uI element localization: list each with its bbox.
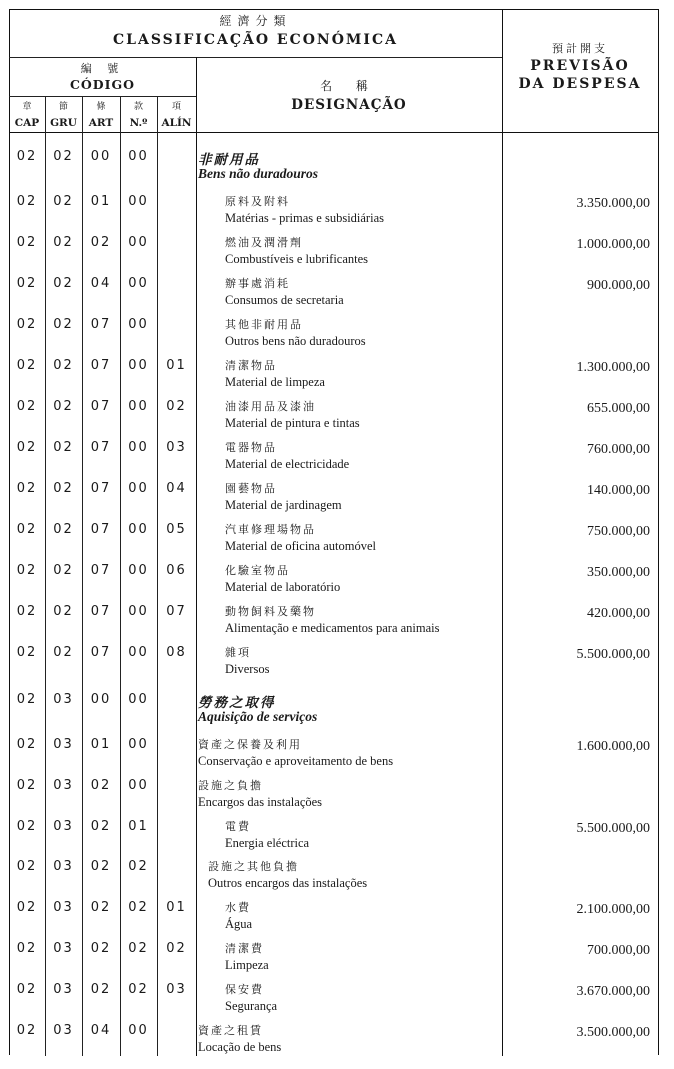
designation-pt: Material de jardinagem	[225, 498, 342, 512]
code-gru-cell: 03	[53, 692, 74, 707]
code-cap-cell: 02	[16, 317, 38, 332]
amount-cell: 420.000,00	[587, 606, 650, 621]
code-cap-cell: 02	[16, 737, 38, 752]
col-art-pt: ART	[88, 117, 114, 129]
code-no-cell: 00	[128, 1023, 149, 1038]
code-art-cell: 02	[90, 778, 112, 793]
code-art-cell: 07	[90, 440, 112, 455]
code-cap-cell: 02	[16, 941, 38, 956]
col-no-pt: N.º	[129, 117, 148, 129]
code-gru-cell: 02	[53, 149, 74, 164]
code-art-cell: 07	[90, 481, 112, 496]
code-alin-cell: 02	[166, 941, 187, 956]
designation-title-pt: DESIGNAÇÃO	[291, 97, 407, 113]
code-cap-cell: 02	[16, 194, 38, 209]
code-no-cell: 00	[128, 149, 149, 164]
frame-top-line	[9, 9, 659, 10]
code-gru-cell: 02	[53, 481, 74, 496]
col-cap-pt: CAP	[14, 117, 40, 129]
code-gru-cell: 02	[53, 604, 74, 619]
col-cap-zh: 章	[22, 102, 32, 112]
col-alin-pt: ALÍN	[161, 117, 192, 129]
code-alin-cell: 02	[166, 399, 187, 414]
code-no-cell: 00	[128, 778, 149, 793]
code-gru-cell: 03	[53, 982, 74, 997]
code-cap-cell: 02	[16, 358, 38, 373]
code-art-cell: 01	[90, 194, 112, 209]
amount-cell: 140.000,00	[587, 483, 650, 498]
designation-zh: 電費	[225, 820, 251, 833]
code-art-cell: 01	[90, 737, 112, 752]
code-art-cell: 07	[90, 358, 112, 373]
code-gru-cell: 03	[53, 737, 74, 752]
code-no-cell: 02	[128, 941, 149, 956]
code-no-cell: 00	[128, 440, 149, 455]
designation-zh: 資產之保養及利用	[198, 738, 302, 751]
code-art-cell: 07	[90, 604, 112, 619]
col-gru-zh: 節	[58, 102, 68, 112]
code-art-cell: 04	[90, 1023, 112, 1038]
classification-title-pt: CLASSIFICAÇÃO ECONÓMICA	[113, 32, 398, 48]
code-cap-cell: 02	[16, 235, 38, 250]
code-no-cell: 00	[128, 645, 149, 660]
designation-zh: 辦事處消耗	[225, 277, 290, 290]
code-cap-cell: 02	[16, 900, 38, 915]
code-alin-cell: 03	[166, 982, 187, 997]
code-alin-cell: 04	[166, 481, 187, 496]
code-no-cell: 00	[128, 563, 149, 578]
code-alin-cell: 07	[166, 604, 187, 619]
amount-cell: 760.000,00	[587, 442, 650, 457]
code-cap-cell: 02	[16, 149, 38, 164]
amount-cell: 900.000,00	[587, 278, 650, 293]
code-gru-cell: 03	[53, 941, 74, 956]
code-gru-cell: 02	[53, 317, 74, 332]
designation-pt: Encargos das instalações	[198, 795, 323, 809]
code-gru-cell: 02	[53, 522, 74, 537]
designation-title-zh: 名 稱	[320, 79, 378, 93]
amount-cell: 655.000,00	[587, 401, 650, 416]
code-gru-cell: 03	[53, 900, 74, 915]
code-cap-cell: 02	[16, 276, 38, 291]
code-no-cell: 00	[128, 317, 149, 332]
code-no-cell: 00	[128, 481, 149, 496]
code-cap-cell: 02	[16, 522, 38, 537]
col-gru-pt: GRU	[50, 117, 77, 129]
code-no-cell: 02	[128, 982, 149, 997]
code-alin-cell: 01	[166, 900, 187, 915]
amount-cell: 750.000,00	[587, 524, 650, 539]
col-line-designation	[196, 57, 197, 1056]
code-cap-cell: 02	[16, 859, 38, 874]
designation-zh: 汽車修理場物品	[225, 523, 316, 536]
code-cap-cell: 02	[16, 399, 38, 414]
code-gru-cell: 02	[53, 194, 74, 209]
amount-cell: 5.500.000,00	[576, 821, 650, 836]
code-cap-cell: 02	[16, 604, 38, 619]
designation-zh: 原料及附料	[225, 195, 290, 208]
forecast-title-pt-line1: PREVISÃO	[530, 58, 630, 74]
code-art-cell: 02	[90, 900, 112, 915]
col-no-zh: 款	[133, 102, 143, 112]
designation-pt: Bens não duradouros	[198, 166, 319, 181]
code-art-cell: 07	[90, 399, 112, 414]
code-cap-cell: 02	[16, 440, 38, 455]
designation-pt: Segurança	[225, 999, 278, 1013]
code-gru-cell: 03	[53, 778, 74, 793]
designation-zh: 清潔費	[225, 942, 264, 955]
forecast-title-zh: 預計開支	[552, 42, 608, 55]
amount-cell: 1.600.000,00	[576, 739, 650, 754]
code-title-pt: CÓDIGO	[69, 77, 136, 92]
code-alin-cell: 05	[166, 522, 187, 537]
header-divider-line	[9, 57, 502, 58]
code-no-cell: 00	[128, 194, 149, 209]
code-art-cell: 07	[90, 563, 112, 578]
designation-zh: 設施之其他負擔	[208, 860, 299, 873]
amount-cell: 2.100.000,00	[576, 902, 650, 917]
code-gru-cell: 03	[53, 1023, 74, 1038]
designation-pt: Aquisição de serviços	[198, 709, 318, 724]
code-no-cell: 00	[128, 235, 149, 250]
classification-title-zh: 經濟分類	[219, 14, 292, 28]
code-cap-cell: 02	[16, 778, 38, 793]
code-no-cell: 00	[128, 692, 149, 707]
code-no-cell: 00	[128, 737, 149, 752]
code-no-cell: 00	[128, 522, 149, 537]
code-gru-cell: 02	[53, 399, 74, 414]
amount-cell: 700.000,00	[587, 943, 650, 958]
code-alin-cell: 06	[166, 563, 187, 578]
code-no-cell: 00	[128, 276, 149, 291]
designation-pt: Diversos	[225, 662, 270, 676]
designation-zh: 勞務之取得	[198, 695, 276, 711]
designation-pt: Energia eléctrica	[225, 836, 310, 850]
code-no-cell: 00	[128, 399, 149, 414]
code-gru-cell: 02	[53, 276, 74, 291]
designation-zh: 燃油及潤滑劑	[225, 236, 303, 249]
code-alin-cell: 08	[166, 645, 187, 660]
designation-zh: 化驗室物品	[225, 564, 290, 577]
designation-zh: 園藝物品	[225, 482, 277, 495]
code-cap-cell: 02	[16, 819, 38, 834]
amount-cell: 3.670.000,00	[576, 984, 650, 999]
code-divider-line	[9, 96, 196, 97]
code-art-cell: 07	[90, 522, 112, 537]
code-no-cell: 02	[128, 859, 149, 874]
code-art-cell: 00	[90, 692, 112, 707]
designation-pt: Material de limpeza	[225, 375, 325, 389]
code-no-cell: 00	[128, 604, 149, 619]
designation-zh: 動物飼料及藥物	[225, 605, 316, 618]
designation-pt: Outros bens não duradouros	[225, 334, 366, 348]
designation-pt: Combustíveis e lubrificantes	[225, 252, 369, 266]
code-art-cell: 02	[90, 859, 112, 874]
code-cap-cell: 02	[16, 563, 38, 578]
designation-pt: Material de pintura e tintas	[225, 416, 360, 430]
designation-zh: 保安費	[225, 983, 264, 996]
code-cap-cell: 02	[16, 692, 38, 707]
code-cap-cell: 02	[16, 1023, 38, 1038]
designation-zh: 其他非耐用品	[225, 318, 303, 331]
code-alin-cell: 03	[166, 440, 187, 455]
code-art-cell: 02	[90, 235, 112, 250]
header-bottom-line	[9, 132, 659, 133]
amount-cell: 350.000,00	[587, 565, 650, 580]
designation-pt: Locação de bens	[198, 1040, 282, 1054]
designation-pt: Matérias - primas e subsidiárias	[225, 211, 384, 225]
designation-pt: Material de laboratório	[225, 580, 341, 594]
code-gru-cell: 02	[53, 645, 74, 660]
amount-cell: 5.500.000,00	[576, 647, 650, 662]
code-cap-cell: 02	[16, 481, 38, 496]
col-alin-zh: 項	[171, 102, 181, 112]
designation-pt: Alimentação e medicamentos para animais	[225, 621, 440, 635]
code-no-cell: 00	[128, 358, 149, 373]
code-alin-cell: 01	[166, 358, 187, 373]
code-gru-cell: 02	[53, 563, 74, 578]
designation-pt: Material de oficina automóvel	[225, 539, 376, 553]
code-no-cell: 01	[128, 819, 149, 834]
code-art-cell: 04	[90, 276, 112, 291]
amount-cell: 3.500.000,00	[576, 1025, 650, 1040]
designation-zh: 清潔物品	[225, 359, 277, 372]
designation-zh: 雜項	[225, 646, 251, 659]
col-art-zh: 條	[96, 102, 106, 112]
code-gru-cell: 03	[53, 859, 74, 874]
designation-zh: 電器物品	[225, 441, 277, 454]
code-cap-cell: 02	[16, 645, 38, 660]
designation-zh: 水費	[225, 901, 251, 914]
frame-right-line	[658, 9, 659, 1055]
code-title-zh: 編 號	[80, 62, 125, 75]
code-art-cell: 02	[90, 982, 112, 997]
forecast-title-pt-line2: DA DESPESA	[518, 76, 642, 92]
code-art-cell: 07	[90, 317, 112, 332]
designation-zh: 油漆用品及漆油	[225, 400, 316, 413]
amount-cell: 1.000.000,00	[576, 237, 650, 252]
code-art-cell: 02	[90, 819, 112, 834]
amount-cell: 1.300.000,00	[576, 360, 650, 375]
designation-zh: 資產之租賃	[198, 1024, 263, 1037]
designation-pt: Conservação e aproveitamento de bens	[198, 754, 394, 768]
designation-pt: Limpeza	[225, 958, 269, 972]
code-art-cell: 02	[90, 941, 112, 956]
designation-zh: 設施之負擔	[198, 779, 263, 792]
designation-pt: Material de electricidade	[225, 457, 350, 471]
amount-cell: 3.350.000,00	[576, 196, 650, 211]
designation-pt: Consumos de secretaria	[225, 293, 344, 307]
code-no-cell: 02	[128, 900, 149, 915]
code-gru-cell: 02	[53, 358, 74, 373]
code-art-cell: 07	[90, 645, 112, 660]
designation-zh: 非耐用品	[198, 152, 260, 168]
designation-pt: Água	[225, 917, 253, 931]
code-gru-cell: 02	[53, 235, 74, 250]
designation-pt: Outros encargos das instalações	[208, 876, 368, 890]
code-gru-cell: 02	[53, 440, 74, 455]
code-cap-cell: 02	[16, 982, 38, 997]
code-art-cell: 00	[90, 149, 112, 164]
code-gru-cell: 03	[53, 819, 74, 834]
